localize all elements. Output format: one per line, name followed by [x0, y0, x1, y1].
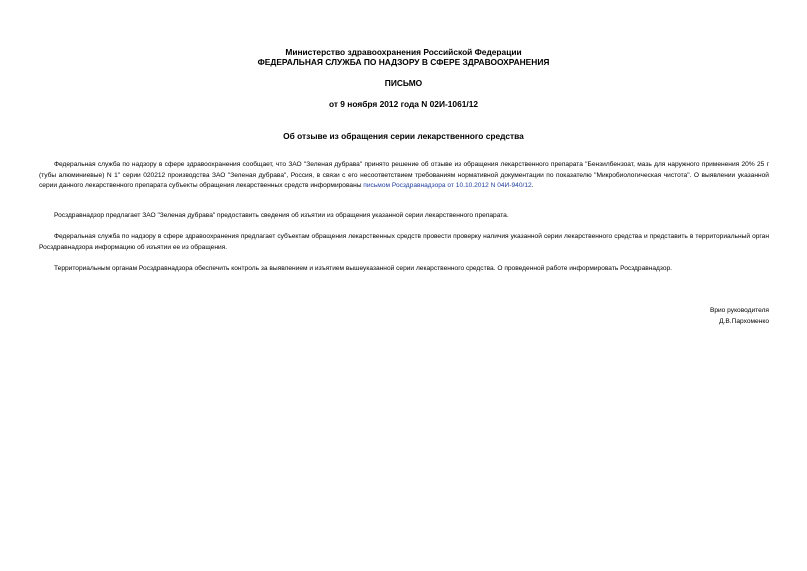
paragraph-2: Росздравнадзор предлагает ЗАО "Зеленая дубрава" предоставить сведения об изъятии из обращения указанной серии лекарственного препарата.	[54, 212, 509, 219]
ministry-heading: Министерство здравоохранения Российской Федерации	[285, 47, 522, 57]
paragraph-1	[39, 160, 769, 192]
paragraph-1-text: Федеральная служба по надзору в сфере здравоохранения сообщает, что ЗАО "Зеленая дубрава" принято решение об отзыве из обращения лекарственного препарата "Бензилбензоат, мазь для наружного применения 20% 25 г (тубы алюминиевые) N 1" серии 020212 производства ЗАО "Зеленая дубрава", Россия, в связи с его несоответствием требованиям нормативной документации по показателю "Микробиологическая чистота". О выявлении указанной серии данного лекарственного препарата субъекты обращения лекарственных средств информированы	[39, 161, 769, 190]
document-type: ПИСЬМО	[384, 78, 423, 88]
letter-reference-link[interactable]: письмом Росздравнадзора от 10.10.2012 N 04И-940/12	[363, 182, 532, 190]
service-heading: ФЕДЕРАЛЬНАЯ СЛУЖБА ПО НАДЗОРУ В СФЕРЕ ЗДРАВООХРАНЕНИЯ	[257, 57, 550, 67]
document-date-number: от 9 ноября 2012 года N 02И-1061/12	[328, 99, 479, 109]
paragraph-4: Территориальным органам Росздравнадзора обеспечить контроль за выявлением и изъятием вышеуказанной серии лекарственного средства. О проведенной работе информировать Росздравнадзор.	[54, 265, 673, 272]
signature-name: Д.В.Пархоменко	[719, 318, 769, 325]
document-subject: Об отзыве из обращения серии лекарственного средства	[283, 131, 524, 141]
paragraph-1-end: .	[531, 182, 534, 190]
signature-position: Врио руководителя	[709, 307, 769, 314]
paragraph-3: Федеральная служба по надзору в сфере здравоохранения предлагает субъектам обращения лекарственных средств провести проверку наличия указанной серии лекарственного средства и представить в территориальный орган Росздравнадзора информацию об изъятии ее из обращения.	[39, 233, 769, 251]
